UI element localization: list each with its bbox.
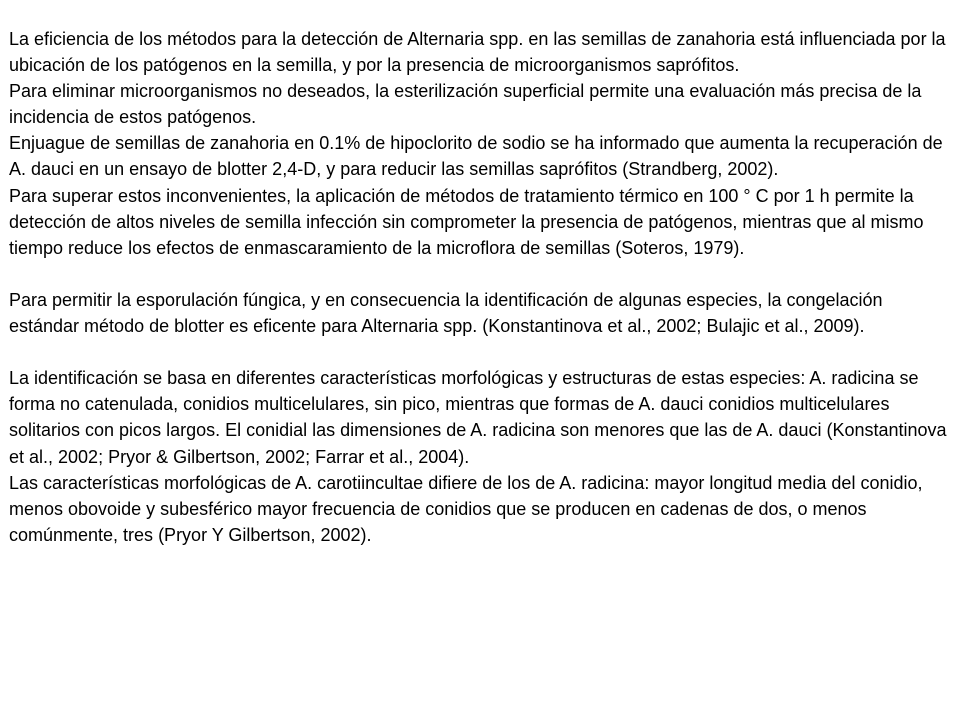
paragraph-spacer xyxy=(9,339,949,365)
paragraph-seed-detection-efficiency: La eficiencia de los métodos para la detección de Alternaria spp. en las semillas de zanahoria está influenciada por la ubicación de los patógenos en la semilla, y por la presencia de microorganismos saprófitos. xyxy=(9,29,946,76)
paragraph-surface-sterilization: Para eliminar microorganismos no deseados, la esterilización superficial permite una evaluación más precisa de la incidencia de estos patógenos. xyxy=(9,81,922,128)
body-text xyxy=(9,26,949,548)
paragraph-heat-treatment: Para superar estos inconvenientes, la aplicación de métodos de tratamiento térmico en 100 ° C por 1 h permite la detección de altos niveles de semilla infección sin comprometer la presencia de patógenos, mientras que al mismo tiempo reduce los efectos de enmascaramiento de la microflora de semillas (Soteros, 1979). xyxy=(9,185,924,258)
paragraph-spacer xyxy=(9,261,949,287)
paragraph-fungal-sporulation: Para permitir la esporulación fúngica, y en consecuencia la identificación de algunas especies, la congelación estándar método de blotter es eficente para Alternaria spp. (Konstantinova et al., 2002; Bulajic et al., 2009). xyxy=(9,289,883,337)
paragraph-carotiincultae-features: Las características morfológicas de A. carotiincultae difiere de los de A. radicina: mayor longitud media del conidio, menos obovoide y subesférico mayor frecuencia de conidios que se producen en cadenas de dos, o menos comúnmente, tres (Pryor Y Gilbertson, 2002). xyxy=(9,472,923,545)
paragraph-hypochlorite-rinse: Enjuague de semillas de zanahoria en 0.1% de hipoclorito de sodio se ha informado que aumenta la recuperación de A. dauci en un ensayo de blotter 2,4-D, y para reducir las semillas saprófitos (Strandberg, 2002). xyxy=(9,133,943,180)
paragraph-morphological-identification: La identificación se basa en diferentes características morfológicas y estructuras de estas especies: A. radicina se forma no catenulada, conidios multicelulares, sin pico, mientras que formas de A. dauci conidios multicelulares solitarios con picos largos. El conidial las dimensiones de A. radicina son menores que las de A. dauci (Konstantinova et al., 2002; Pryor & Gilbertson, 2002; Farrar et al., 2004). xyxy=(9,368,947,467)
